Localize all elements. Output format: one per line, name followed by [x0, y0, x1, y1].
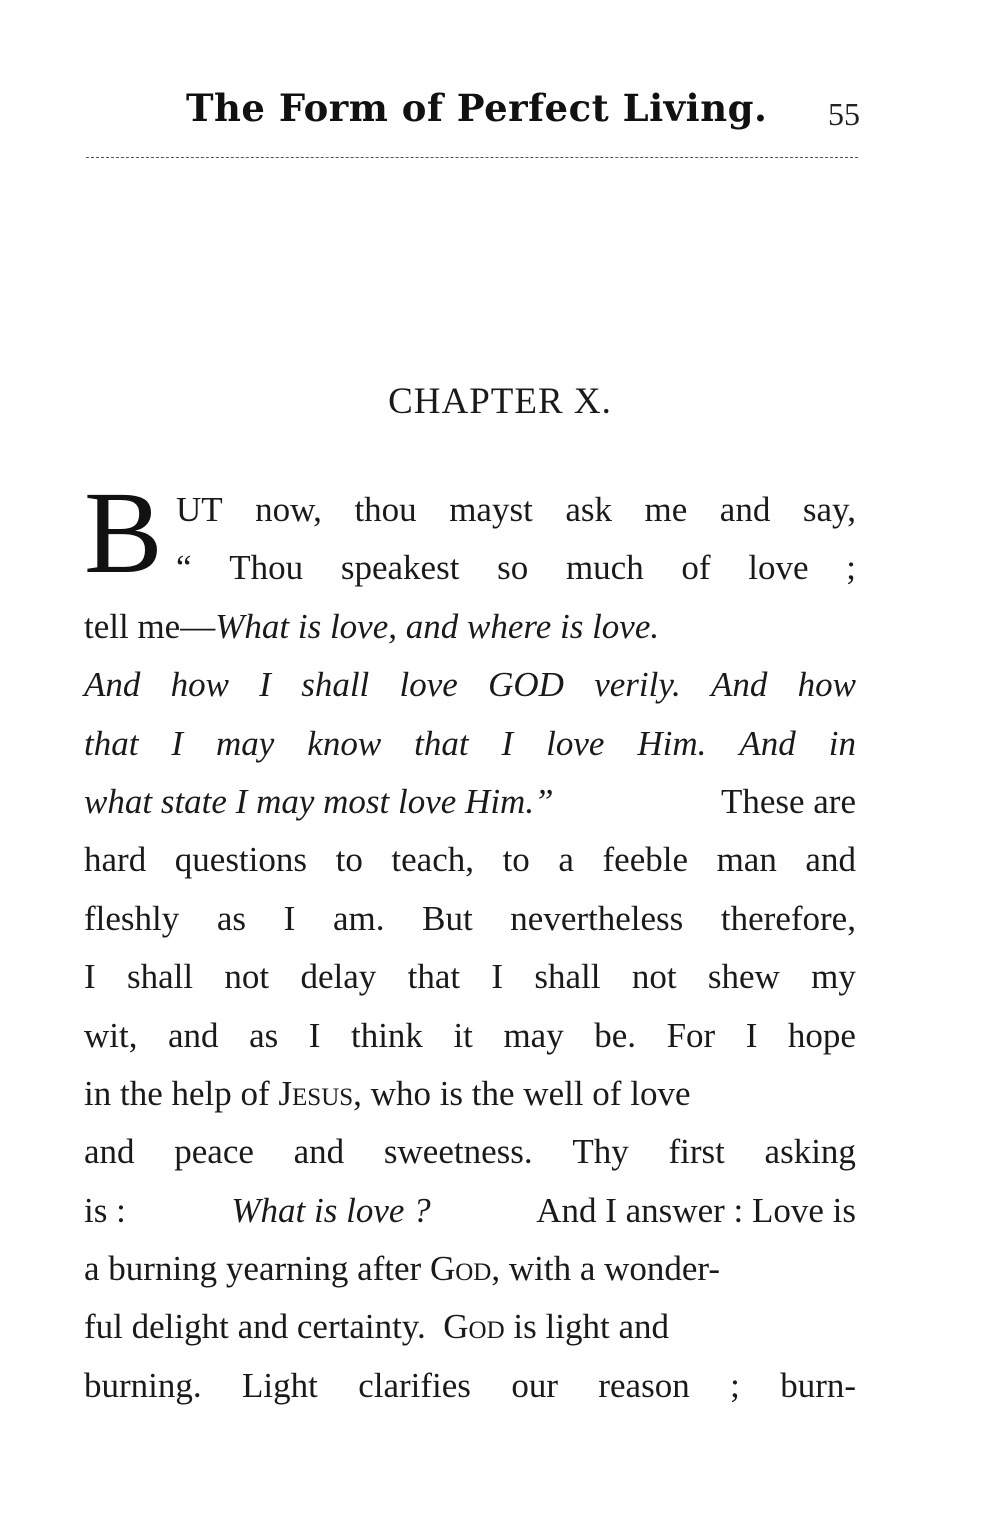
- word: speakest: [340, 548, 460, 588]
- word: asking: [764, 1132, 856, 1172]
- word: how: [797, 665, 856, 705]
- word: ask: [565, 490, 612, 529]
- word: ;: [846, 548, 856, 588]
- word: fleshly: [84, 898, 180, 938]
- text-span: [84, 1298, 669, 1356]
- word: think: [350, 1015, 423, 1055]
- chapter-heading: CHAPTER X.: [388, 381, 612, 422]
- word: mayst: [449, 490, 533, 529]
- text-line: [84, 948, 856, 1006]
- word: and: [719, 490, 771, 529]
- running-head: [186, 86, 866, 146]
- word: and: [84, 1132, 135, 1172]
- smallcaps-fragment: God: [443, 1307, 505, 1347]
- header-rule: [86, 157, 858, 158]
- word: love: [748, 548, 809, 588]
- word: delay: [300, 957, 377, 997]
- text-line: [84, 831, 856, 889]
- word: teach,: [391, 840, 474, 880]
- word: clarifies: [358, 1365, 471, 1405]
- italic-fragment: What is love ?: [231, 1190, 431, 1230]
- word: And: [84, 665, 141, 705]
- text-line: [84, 539, 856, 597]
- word: UT: [176, 490, 223, 529]
- text-line: [84, 715, 856, 773]
- text-fragment: tell me—: [84, 606, 216, 646]
- text-fragment: , who is the well of love: [353, 1073, 691, 1113]
- word: and: [805, 840, 856, 880]
- word: thou: [354, 490, 417, 529]
- word: as: [249, 1015, 279, 1055]
- word: know: [307, 723, 382, 763]
- word: ;: [730, 1365, 740, 1405]
- word: and: [168, 1015, 219, 1055]
- word: But: [422, 898, 473, 938]
- text-line: [84, 1123, 856, 1181]
- text-line: [84, 890, 856, 948]
- word: so: [497, 548, 529, 588]
- word: therefore,: [720, 898, 856, 938]
- word: of: [681, 548, 711, 588]
- word: first: [668, 1132, 725, 1172]
- word: Thou: [229, 548, 304, 588]
- word: Light: [242, 1365, 318, 1405]
- text-fragment: is light and: [513, 1307, 669, 1347]
- smallcaps-fragment: Jesus: [278, 1073, 354, 1113]
- word: how: [170, 665, 230, 705]
- word: Thy: [572, 1132, 629, 1172]
- word: wit,: [84, 1015, 138, 1055]
- word: nevertheless: [510, 898, 684, 938]
- word: not: [224, 957, 270, 997]
- text-line: [84, 773, 856, 831]
- word: “: [176, 548, 192, 588]
- word: love: [546, 723, 605, 763]
- word: it: [453, 1015, 473, 1055]
- word: hard: [84, 840, 147, 880]
- word: reason: [598, 1365, 690, 1405]
- text-line: [84, 1240, 856, 1298]
- text-line: [84, 1007, 856, 1065]
- word: me: [644, 490, 688, 529]
- word: I: [171, 723, 184, 763]
- drop-cap: B: [84, 467, 163, 598]
- word: may: [503, 1015, 564, 1055]
- word: in: [828, 723, 856, 763]
- word: I: [283, 898, 296, 938]
- word: For: [666, 1015, 716, 1055]
- word: our: [511, 1365, 558, 1405]
- word: be.: [594, 1015, 637, 1055]
- word: And: [710, 665, 768, 705]
- text-line: [84, 1357, 856, 1415]
- word: I: [491, 957, 504, 997]
- smallcaps-fragment: God: [429, 1249, 492, 1289]
- text-fragment: ful delight and certainty.: [84, 1307, 426, 1347]
- word: now,: [255, 490, 322, 529]
- word: love: [399, 665, 458, 705]
- word: shall: [534, 957, 601, 997]
- word: my: [811, 957, 856, 997]
- word: and: [293, 1132, 345, 1172]
- text-span: [84, 1065, 690, 1123]
- word: Him.: [637, 723, 707, 763]
- text-fragment: in the help of: [84, 1073, 270, 1113]
- word: that: [407, 957, 461, 997]
- italic-fragment: what state I may most love Him.”: [84, 781, 554, 821]
- word: GOD: [488, 665, 564, 705]
- word: shall: [301, 665, 370, 705]
- word: say,: [802, 490, 856, 529]
- text-fragment: a burning yearning after: [84, 1249, 422, 1289]
- word: I: [501, 723, 514, 763]
- word: much: [565, 548, 644, 588]
- text-line: [84, 1065, 856, 1123]
- text-fragment: And I answer : Love is: [536, 1190, 856, 1230]
- body-text: [84, 467, 856, 1415]
- word: I: [259, 665, 271, 705]
- word: feeble: [602, 840, 688, 880]
- word: to: [502, 840, 530, 880]
- word: not: [631, 957, 677, 997]
- word: burning.: [84, 1365, 202, 1405]
- text-line: [84, 1182, 856, 1240]
- page-number: 55: [828, 96, 860, 132]
- word: that: [84, 723, 139, 763]
- text-line: [84, 656, 856, 714]
- word: And: [739, 723, 796, 763]
- word: I: [84, 957, 96, 997]
- word: am.: [332, 898, 385, 938]
- word: that: [414, 723, 469, 763]
- word: as: [216, 898, 247, 938]
- text-fragment: , with a wonder-: [491, 1249, 721, 1289]
- text-line: [84, 1298, 856, 1356]
- text-fragment: These are: [720, 781, 856, 821]
- running-title: The Form of Perfect Living.: [186, 86, 768, 130]
- word: to: [335, 840, 363, 880]
- word: man: [716, 840, 777, 880]
- word: burn-: [780, 1365, 856, 1405]
- word: hope: [787, 1015, 856, 1055]
- word: shall: [126, 957, 194, 997]
- word: a: [558, 840, 574, 880]
- text-span: [84, 1240, 720, 1298]
- word: may: [216, 723, 275, 763]
- text-fragment: is :: [84, 1190, 126, 1230]
- text-span: [84, 598, 659, 656]
- word: peace: [174, 1132, 254, 1172]
- word: I: [308, 1015, 321, 1055]
- text-line: [84, 598, 856, 656]
- word: verily.: [594, 665, 681, 705]
- word: sweetness.: [383, 1132, 533, 1172]
- text-line: [84, 481, 856, 539]
- word: I: [745, 1015, 758, 1055]
- word: shew: [707, 957, 780, 997]
- italic-fragment: What is love, and where is love.: [215, 606, 660, 646]
- word: questions: [174, 840, 308, 880]
